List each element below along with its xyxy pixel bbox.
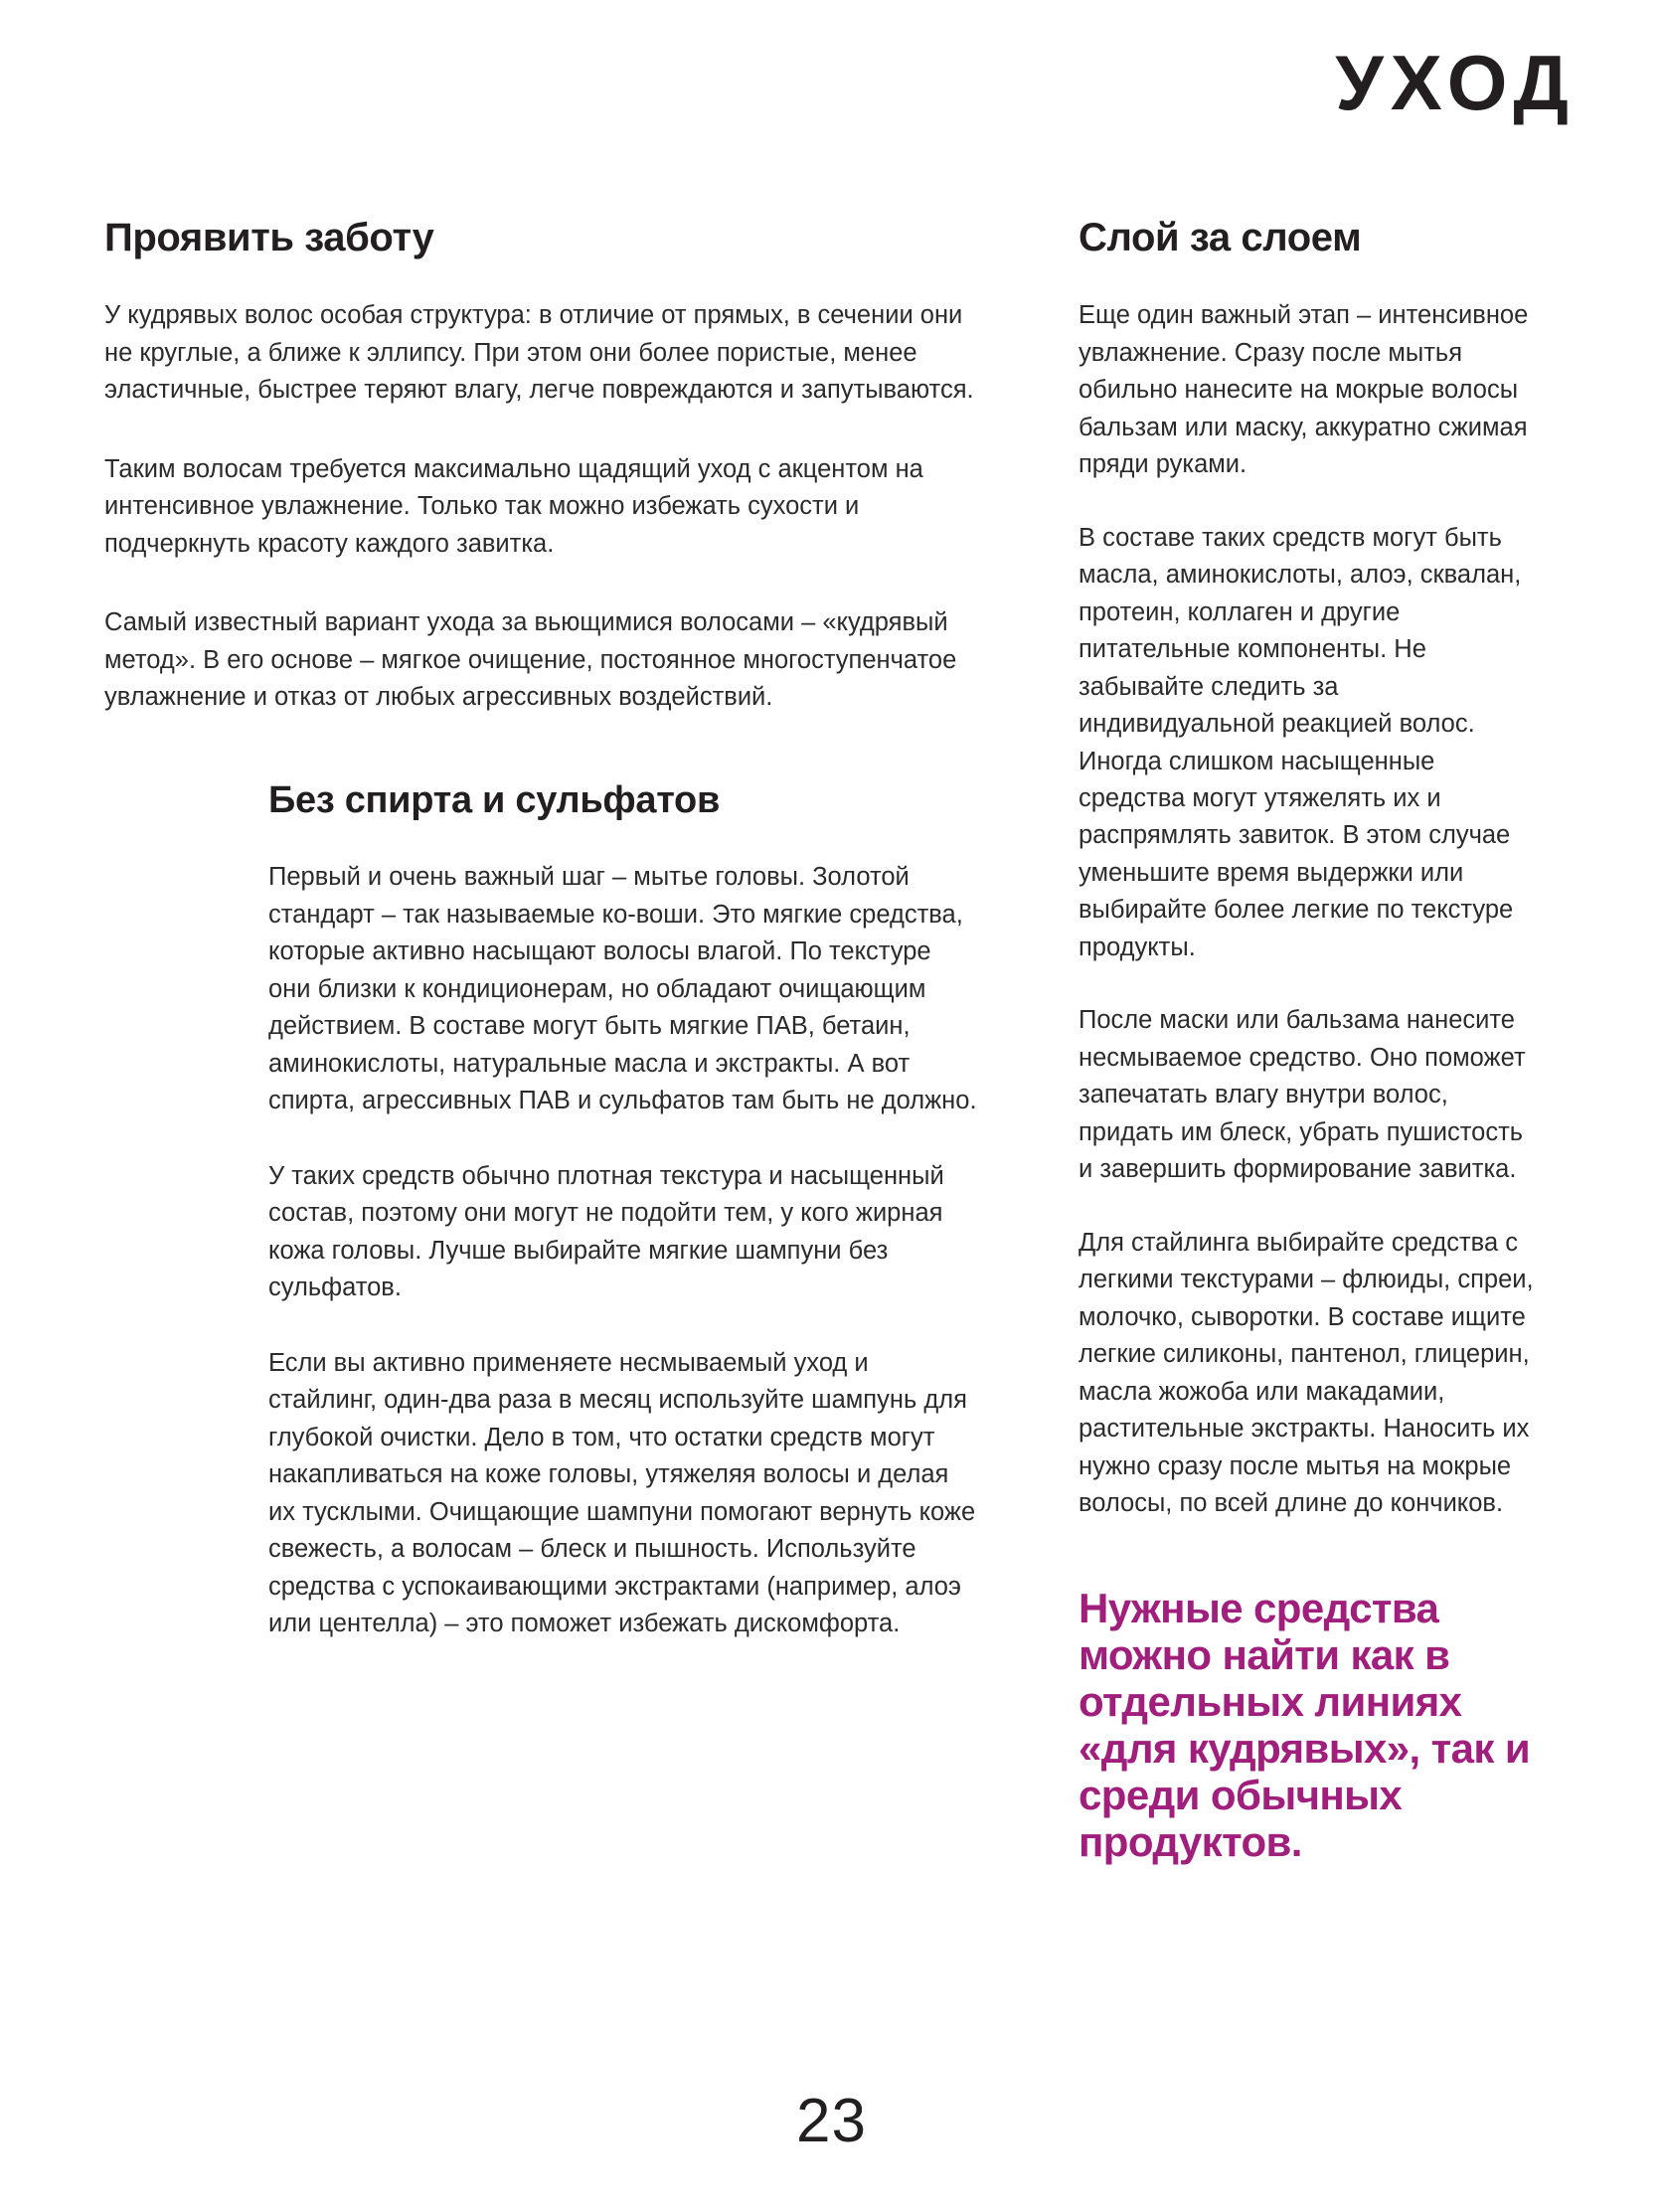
pull-quote: Нужные средства можно найти как в отдельных линиях «для кудрявых», так и среди обычных продуктов. — [1079, 1584, 1531, 1865]
right-column — [1079, 217, 1536, 1865]
right-section-title: Слой за слоем — [1079, 216, 1362, 259]
page-masthead: УХОД — [1335, 39, 1576, 126]
content-columns — [104, 217, 1576, 1865]
left-intro-block — [104, 297, 979, 716]
paragraph: Самый известный вариант ухода за вьющимися волосами – «кудрявый метод». В его основе – мягкое очищение, постоянное многоступенчатое увлажнение и отказ от любых агрессивных воздействий. — [104, 608, 957, 712]
left-section-title: Проявить заботу — [104, 216, 434, 259]
left-subsection-title: Без спирта и сульфатов — [268, 778, 721, 821]
paragraph: Для стайлинга выбирайте средства с легкими текстурами – флюиды, спреи, молочко, сыворотки. В составе ищите легкие силиконы, пантенол, глицерин, масла жожоба или макадамии, растительные экстракты. Наносить их нужно сразу после мытья на мокрые волосы, по всей длине до кончиков. — [1079, 1228, 1534, 1518]
paragraph: Первый и очень важный шаг – мытье головы. Золотой стандарт – так называемые ко-воши. Это мягкие средства, которые активно насыщают волосы влагой. По текстуре они близки к кондиционерам, но обладают очищающим действием. В составе могут быть мягкие ПАВ, бетаин, аминокислоты, натуральные масла и экстракты. А вот спирта, агрессивных ПАВ и сульфатов там быть не должно. — [268, 863, 977, 1115]
left-column — [104, 217, 979, 1865]
paragraph: У таких средств обычно плотная текстура и насыщенный состав, поэтому они могут не подойти тем, у кого жирная кожа головы. Лучше выбирайте мягкие шампуни без сульфатов. — [268, 1161, 944, 1302]
paragraph: Еще один важный этап – интенсивное увлажнение. Сразу после мытья обильно нанесите на мокрые волосы бальзам или маску, аккуратно сжимая пряди руками. — [1079, 301, 1529, 479]
paragraph: В составе таких средств могут быть масла, аминокислоты, алоэ, сквалан, протеин, коллаген и другие питательные компоненты. Не забывайте следить за индивидуальной реакцией волос. Иногда слишком насыщенные средства могут утяжелять их и распрямлять завиток. В этом случае уменьшите время выдержки или выбирайте более легкие по текстуре продукты. — [1079, 523, 1522, 961]
page-number: 23 — [796, 2087, 867, 2155]
paragraph: Таким волосам требуется максимально щадящий уход с акцентом на интенсивное увлажнение. Только так можно избежать сухости и подчеркнуть красоту каждого завитка. — [104, 454, 923, 558]
paragraph: Если вы активно применяете несмываемый уход и стайлинг, один-два раза в месяц используйте шампунь для глубокой очистки. Дело в том, что остатки средств могут накапливаться на коже головы, утяжеляя волосы и делая их тусклыми. Очищающие шампуни помогают вернуть коже свежесть, а волосам – блеск и пышность. Используйте средства с успокаивающими экстрактами (например, алоэ или центелла) – это поможет избежать дискомфорта. — [268, 1348, 976, 1638]
paragraph: После маски или бальзама нанесите несмываемое средство. Оно поможет запечатать влагу внутри волос, придать им блеск, убрать пушистость и завершить формирование завитка. — [1079, 1006, 1526, 1184]
paragraph: У кудрявых волос особая структура: в отличие от прямых, в сечении они не круглые, а ближе к эллипсу. При этом они более пористые, менее эластичные, быстрее теряют влагу, легче повреждаются и запутываются. — [104, 301, 974, 405]
left-subsection — [268, 780, 979, 1643]
